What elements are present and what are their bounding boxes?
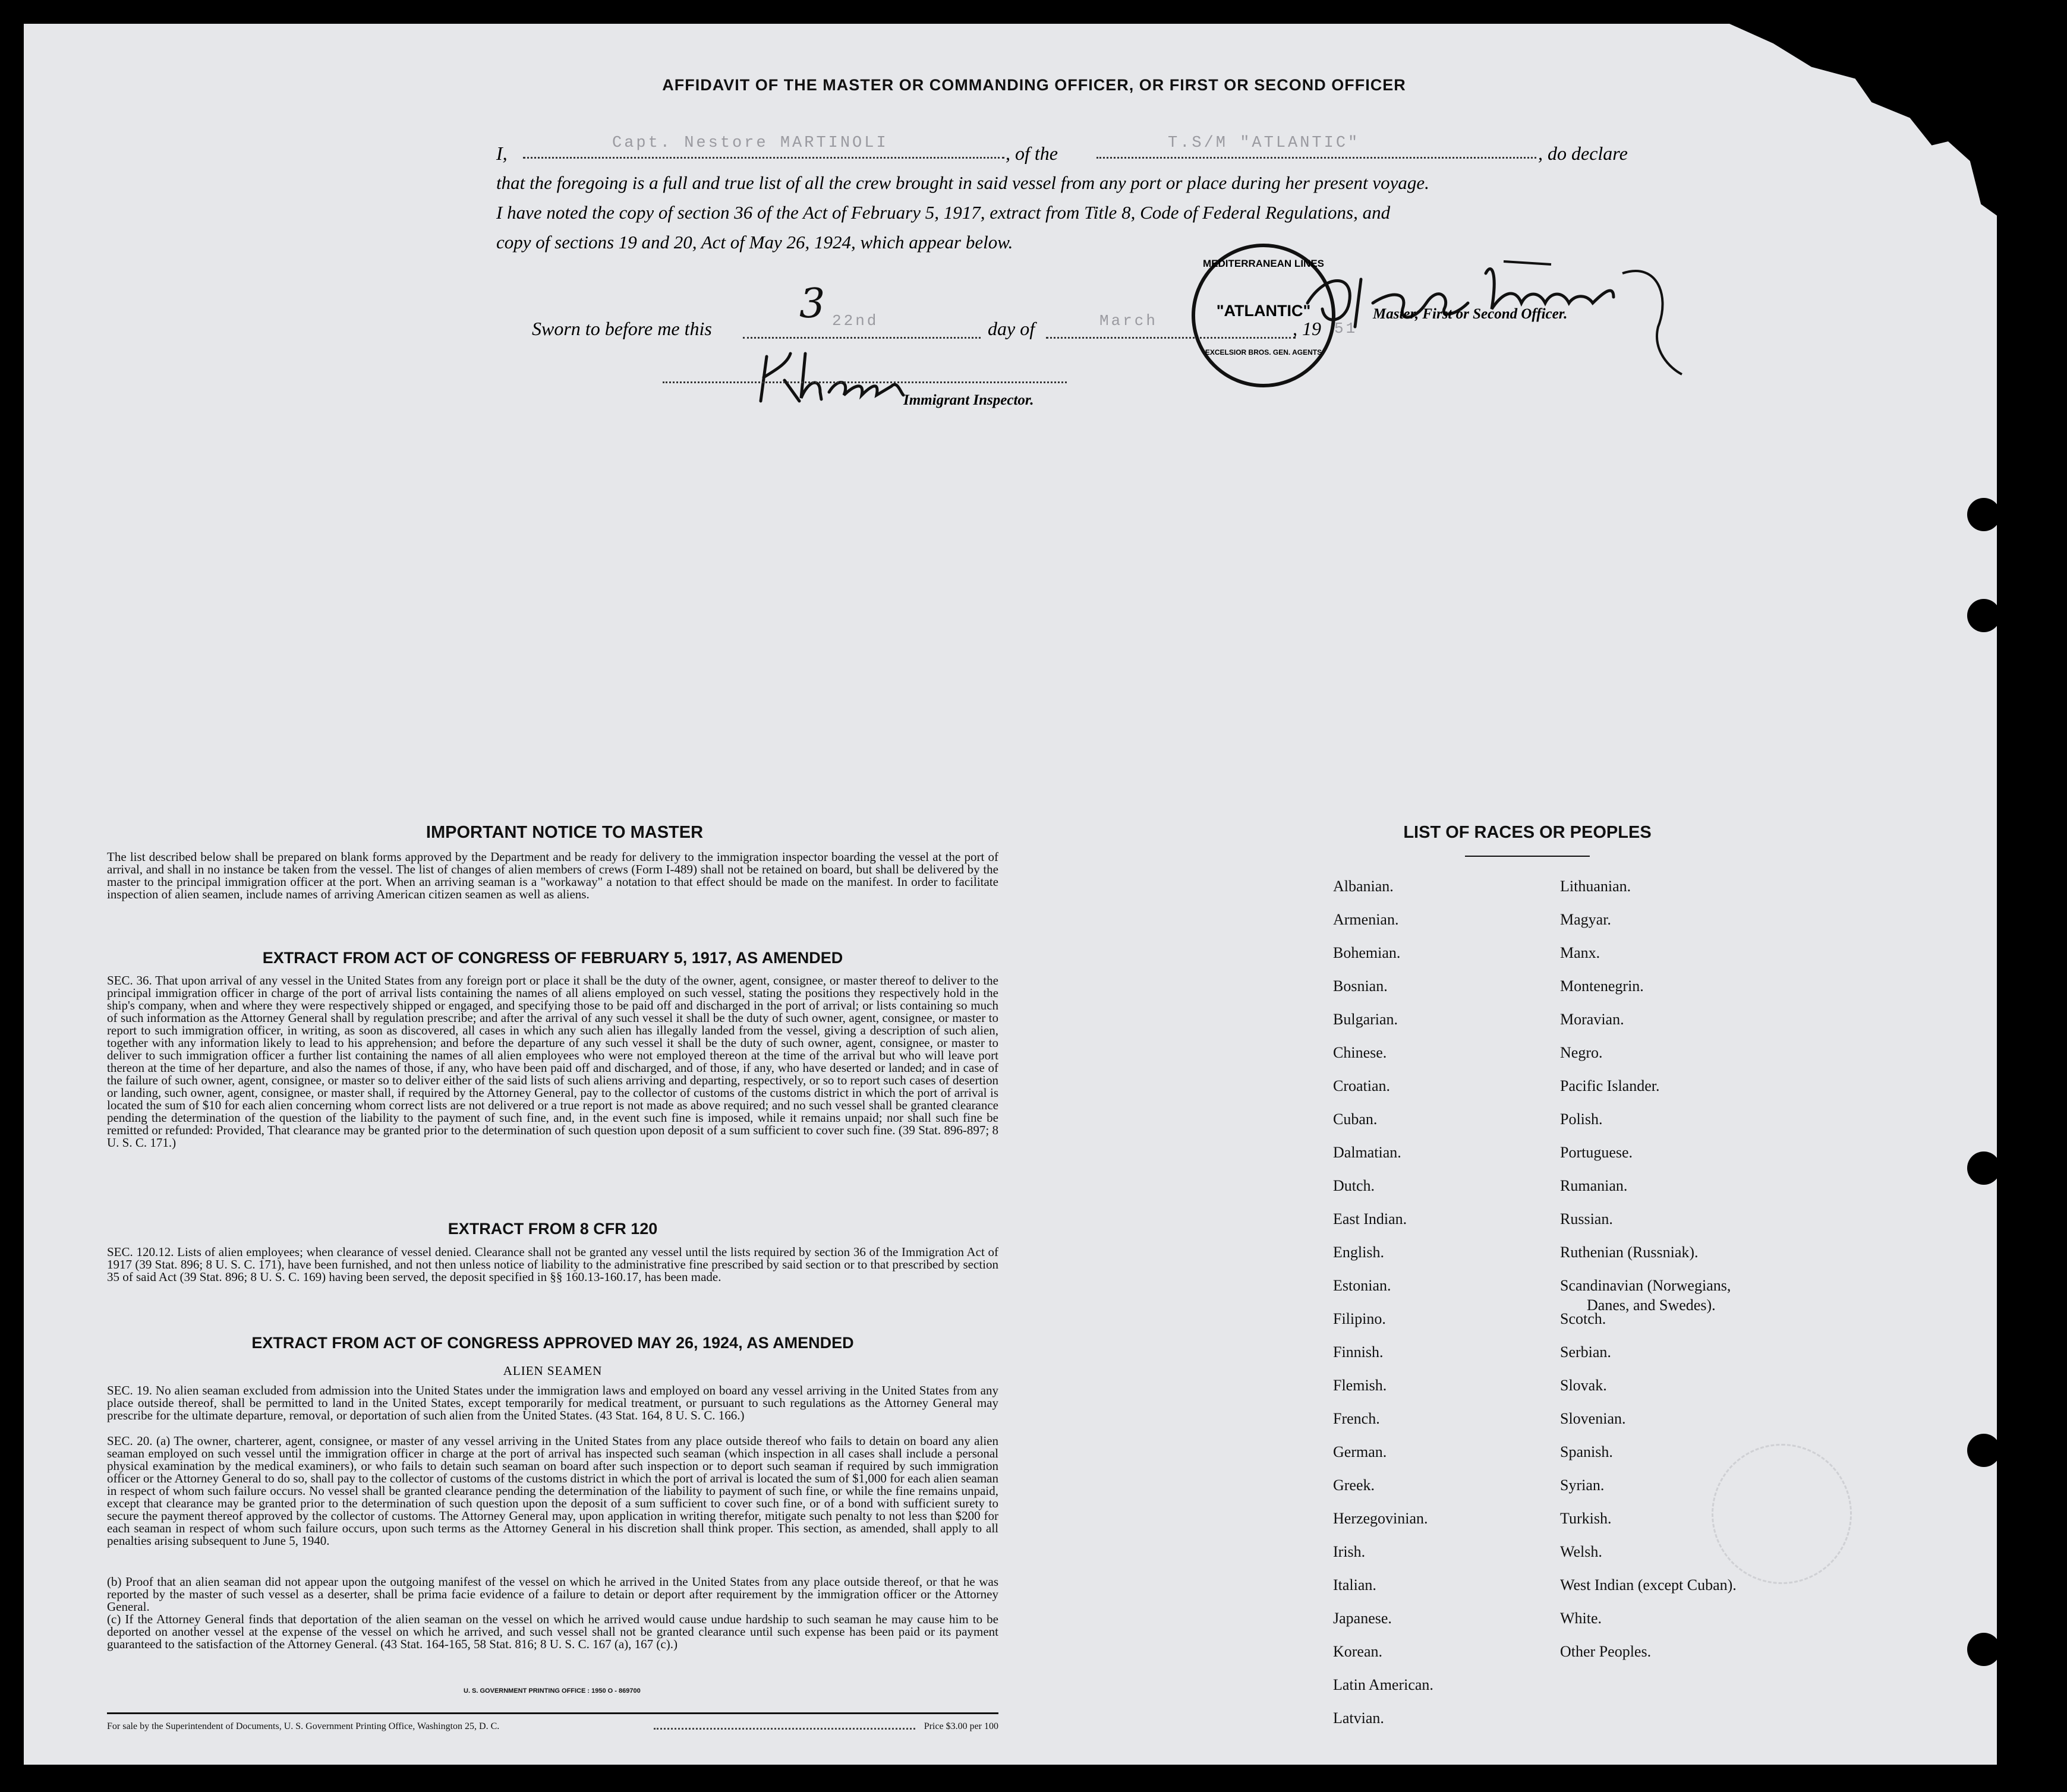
race-item: Other Peoples.: [1560, 1643, 1652, 1660]
race-item: Armenian.: [1333, 911, 1399, 928]
extract-1924-heading: EXTRACT FROM ACT OF CONGRESS APPROVED MAY 26, 1924, AS AMENDED: [251, 1334, 854, 1352]
race-item: Latin American.: [1333, 1676, 1433, 1693]
punch-hole: [1967, 1151, 2000, 1185]
race-item: Cuban.: [1333, 1110, 1378, 1128]
year-prefix: , 19: [1293, 318, 1321, 339]
race-item: Bohemian.: [1333, 944, 1401, 961]
day-handwritten: 3: [799, 280, 825, 327]
race-item: Scotch.: [1560, 1310, 1606, 1327]
notice-body: The list described below shall be prepared on blank forms approved by the Department and be ready for delivery to the immigration inspector boarding the vessel at the port of arrival, and shall in no instance be taken from the vessel. The list of changes of alien members of crews (Form I-489) shall not be retained on board, but shall be delivered by the master to the principal immigration officer at the port. When an arriving seaman is a "workaway" a notation to that effect should be made on the manifest. In order to facilitate inspection of alien seamen, include names of arriving American citizen seamen as well as aliens.: [107, 850, 998, 901]
race-item: Slovenian.: [1560, 1410, 1626, 1427]
footer-left: For sale by the Superintendent of Documents, U. S. Government Printing Office, Washington 25, D. C.: [107, 1721, 500, 1731]
affidavit-i-label: I,: [496, 143, 508, 164]
race-item: Polish.: [1560, 1110, 1603, 1128]
vessel-typed: T.S/M "ATLANTIC": [1168, 134, 1360, 152]
race-item: White.: [1560, 1610, 1602, 1627]
section-20b-text: (b) Proof that an alien seaman did not appear upon the outgoing manifest of the vessel on which he arrived in the United States from any place outside thereof, or that he was reported by the master of such vessel as a deserter, shall be prima facie evidence of a failure to detain or deport after requirement by the immigration officer or the Attorney General.: [107, 1575, 998, 1614]
extract-cfr-heading: EXTRACT FROM 8 CFR 120: [448, 1220, 658, 1238]
race-item: West Indian (except Cuban).: [1560, 1576, 1737, 1594]
punch-hole: [1967, 498, 2000, 531]
race-item: Moravian.: [1560, 1011, 1624, 1028]
race-item: Manx.: [1560, 944, 1600, 961]
race-item: East Indian.: [1333, 1210, 1407, 1228]
day-typed: 22nd: [832, 312, 879, 330]
ship-stamp: [1192, 244, 1335, 387]
punch-hole: [1967, 599, 2000, 632]
footer-dots: [654, 1728, 915, 1730]
race-item: Filipino.: [1333, 1310, 1386, 1327]
do-declare-label: , do declare: [1538, 143, 1628, 164]
month-typed: March: [1099, 312, 1158, 330]
affidavit-line-2: that the foregoing is a full and true list of all the crew brought in said vessel from any port or place during her present voyage.: [496, 172, 1429, 193]
master-caption: Master, First or Second Officer.: [1373, 306, 1568, 322]
embossed-seal: [1712, 1444, 1852, 1584]
inspector-caption: Immigrant Inspector.: [903, 392, 1034, 408]
race-item: Lithuanian.: [1560, 878, 1631, 895]
race-item: Italian.: [1333, 1576, 1376, 1594]
extract-cfr-body: SEC. 120.12. Lists of alien employees; when clearance of vessel denied. Clearance shall not be granted any vessel until the lists required by section 36 of the Immigration Act of 1917 (39 Stat. 896; 8 U. S. C. 171), have been furnished, and not then unless notice of liability to the administrative fine prescribed by said section or to that prescribed by section 35 of said Act (39 Stat. 896; 8 U. S. C. 169) having been served, the deposit specified in §§ 160.13-160.17, has been made.: [107, 1245, 998, 1284]
extract-1917-heading: EXTRACT FROM ACT OF CONGRESS OF FEBRUARY 5, 1917, AS AMENDED: [262, 949, 843, 967]
race-item: Pacific Islander.: [1560, 1077, 1660, 1094]
race-item: Herzegovinian.: [1333, 1510, 1428, 1527]
race-item: English.: [1333, 1244, 1384, 1261]
race-item: Dutch.: [1333, 1177, 1375, 1194]
day-field: [743, 312, 981, 339]
race-item: Welsh.: [1560, 1543, 1602, 1560]
race-item: Slovak.: [1560, 1377, 1607, 1394]
section-20c-text: (c) If the Attorney General finds that deportation of the alien seaman on the vessel on which he arrived would cause undue hardship to such seaman he may cause him to be deported on another vessel at the expense of the vessel on which he arrived, and such vessel shall not be granted clearance until such expense has been paid or its payment guaranteed to the satisfaction of the Attorney General. (43 Stat. 164-165, 58 Stat. 816; 8 U. S. C. 167 (a), 167 (c).): [107, 1612, 998, 1651]
section-19-text: SEC. 19. No alien seaman excluded from admission into the United States under the immigration laws and employed on board any vessel arriving in the United States from any place outside thereof, shall be permitted to land in the United States, except temporarily for medical treatment, or pursuant to such regulations as the Attorney General may prescribe for the ultimate departure, removal, or deportation of such alien from the United States. (43 Stat. 164, 8 U. S. C. 166.): [107, 1383, 998, 1422]
race-item: Latvian.: [1333, 1709, 1384, 1727]
race-item: Turkish.: [1560, 1510, 1612, 1527]
race-item: German.: [1333, 1443, 1387, 1460]
document-page: [24, 24, 1997, 1765]
sworn-label: Sworn to before me this: [532, 318, 712, 339]
master-name-field: [523, 134, 1004, 159]
punch-hole: [1967, 1434, 2000, 1467]
race-item: Estonian.: [1333, 1277, 1391, 1294]
alien-seamen-subheading: ALIEN SEAMEN: [503, 1364, 603, 1378]
race-item: Scandinavian (Norwegians,: [1560, 1277, 1731, 1294]
race-item: Finnish.: [1333, 1343, 1384, 1361]
race-item: Spanish.: [1560, 1443, 1613, 1460]
race-item: Negro.: [1560, 1044, 1603, 1061]
affidavit-line-4: copy of sections 19 and 20, Act of May 26, 1924, which appear below.: [496, 232, 1013, 253]
footer-right: Price $3.00 per 100: [924, 1721, 998, 1731]
race-item: Irish.: [1333, 1543, 1366, 1560]
inspector-signature-line: [663, 380, 1067, 383]
master-name-typed: Capt. Nestore MARTINOLI: [612, 134, 888, 152]
extract-1917-body: SEC. 36. That upon arrival of any vessel in the United States from any foreign port or place it shall be the duty of the owner, agent, consignee, or master thereof to deliver to the principal immigration officer in charge of the port of arrival lists containing the names of all aliens employed on such vessel, stating the positions they respectively hold in the ship's company, when and where they were respectively shipped or engaged, and specifying those to be paid off and discharged in the port of arrival; or lists containing so much of such information as the Attorney General shall by regulation prescribe; and after the arrival of any such vessel it shall be the duty of such owner, agent, consignee, or master to report to such immigration officer, in writing, as soon as discovered, all cases in which any such alien has illegally landed from the vessel, giving a description of such alien, together with any information likely to lead to his apprehension; and before the departure of any such vessel it shall be the duty of such owner, agent, consignee, or master to deliver to such immigration officer a further list containing the names of all alien employees who were not employed thereon at the time of the arrival but who will leave port thereon at the time of her departure, and also the names of those, if any, who have been paid off and discharged, and of those, if any, who have deserted or landed; and in case of the failure of such owner, agent, consignee, or master so to deliver either of the said lists of such aliens arriving and departing, respectively, or so to report such cases of desertion or landing, such owner, agent, consignee, or master shall, if required by the Attorney General, pay to the collector of customs of the customs district in which the port of arrival is located the sum of $10 for each alien concerning whom correct lists are not delivered or a true report is not made as above required; and no such vessel shall be granted clearance pending the determination of the question of the liability to the payment of such fine, and, in the event such fine is imposed, while it remains unpaid; nor shall such fine be remitted or refunded: Provided, That clearance may be granted prior to the determination of such question upon deposit of a sum sufficient to cover such fine. (39 Stat. 896-897; 8 U. S. C. 171.): [107, 973, 998, 1150]
section-20a-text: SEC. 20. (a) The owner, charterer, agent, consignee, or master of any vessel arriving in the United States from any place outside thereof who fails to detain on board any alien seaman employed on such vessel until the immigration officer in charge at the port of arrival has inspected such seaman (which inspection in all cases shall include a personal physical examination by the medical examiners), or who fails to detain such seaman on board after such inspection or to deport such seaman if required by such immigration officer or the Attorney General to do so, shall pay to the collector of customs of the customs district in which the port of arrival is located the sum of $1,000 for each alien seaman in respect of whom such failure occurs. No vessel shall be granted clearance pending the determination of the liability to payment of such fine, or while the fine remains unpaid, except that clearance may be granted prior to the determination of such question upon the deposit of a sum sufficient to cover such fine, or of a bond with sufficient surety to secure the payment thereof approved by the collector of customs. The Attorney General may, upon application in writing therefor, mitigate such penalty to not less than $200 for each seaman in respect of whom such failure occurs, upon such terms as the Attorney General in his discretion shall think proper. This section, as amended, shall apply to all penalties arising subsequent to June 5, 1940.: [107, 1434, 998, 1548]
notice-heading: IMPORTANT NOTICE TO MASTER: [426, 823, 704, 842]
stamp-bottom-text: EXCELSIOR BROS. GEN. AGENTS: [1205, 348, 1322, 356]
race-item: Ruthenian (Russniak).: [1560, 1244, 1699, 1261]
printing-office-note: U. S. GOVERNMENT PRINTING OFFICE : 1950 O - 869700: [464, 1687, 641, 1695]
races-heading: LIST OF RACES OR PEOPLES: [1403, 823, 1652, 842]
race-item: Albanian.: [1333, 878, 1394, 895]
affidavit-line-3: I have noted the copy of section 36 of the Act of February 5, 1917, extract from Title 8, Code of Federal Regulations, and: [496, 202, 1391, 223]
footer-rule: [107, 1712, 998, 1714]
race-item: Serbian.: [1560, 1343, 1611, 1361]
inspector-signature: [755, 345, 909, 410]
race-item: Dalmatian.: [1333, 1144, 1401, 1161]
punch-hole: [1967, 1633, 2000, 1666]
race-item: Russian.: [1560, 1210, 1613, 1228]
race-item: Magyar.: [1560, 911, 1611, 928]
race-item: Rumanian.: [1560, 1177, 1628, 1194]
race-item: Syrian.: [1560, 1476, 1605, 1494]
stamp-top-text: MEDITERRANEAN LINES: [1202, 258, 1324, 269]
race-item: Korean.: [1333, 1643, 1383, 1660]
race-item: Greek.: [1333, 1476, 1375, 1494]
race-item: Croatian.: [1333, 1077, 1391, 1094]
race-item: French.: [1333, 1410, 1380, 1427]
race-item: Montenegrin.: [1560, 977, 1644, 995]
race-item: Bulgarian.: [1333, 1011, 1398, 1028]
race-item: Danes, and Swedes).: [1587, 1296, 1716, 1314]
stamp-middle-text: "ATLANTIC": [1216, 302, 1311, 320]
race-item: Japanese.: [1333, 1610, 1392, 1627]
vessel-field: [1096, 134, 1536, 159]
race-item: Flemish.: [1333, 1377, 1387, 1394]
affidavit-title: AFFIDAVIT OF THE MASTER OR COMMANDING OFFICER, OR FIRST OR SECOND OFFICER: [662, 76, 1406, 94]
year-typed: 51: [1334, 320, 1358, 337]
race-item: Portuguese.: [1560, 1144, 1633, 1161]
day-of-label: day of: [988, 318, 1035, 339]
race-item: Chinese.: [1333, 1044, 1387, 1061]
races-heading-rule: [1465, 856, 1590, 857]
race-item: Bosnian.: [1333, 977, 1388, 995]
of-the-label: , of the: [1006, 143, 1058, 164]
